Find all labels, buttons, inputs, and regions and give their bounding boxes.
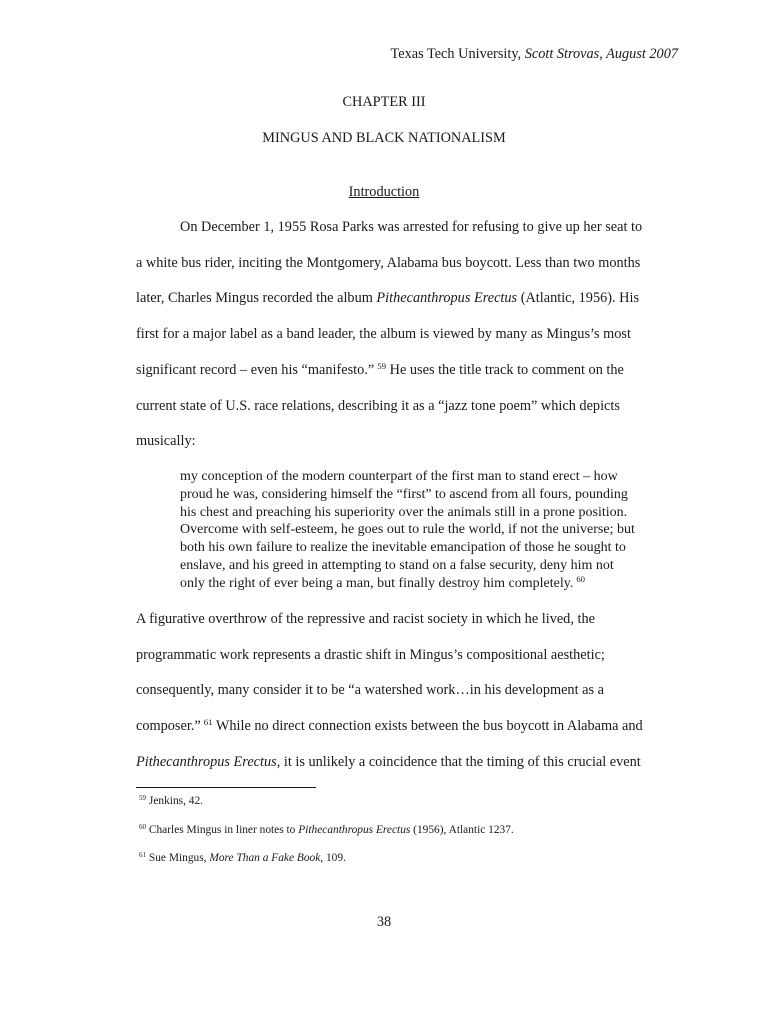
text-run: , 109. bbox=[320, 852, 346, 864]
text-run: a white bus rider, inciting the Montgomery, Alabama bus boycott. Less than two months bbox=[136, 254, 641, 271]
text-run: my conception of the modern counterpart of the first man to stand erect – how bbox=[180, 469, 618, 484]
body-line bbox=[136, 434, 196, 448]
section-heading: Introduction bbox=[348, 184, 420, 200]
text-run: his chest and preaching his superiority over the animals still in a prone position. bbox=[180, 504, 628, 520]
body-line bbox=[136, 683, 604, 697]
header-institution: Texas Tech University, bbox=[390, 46, 522, 62]
running-header bbox=[391, 47, 678, 61]
text-run: musically: bbox=[136, 433, 196, 450]
body-line bbox=[136, 327, 631, 341]
text-run: While no direct connection exists between the bus boycott in Alabama and bbox=[212, 718, 643, 735]
text-run: (Atlantic, 1956). His bbox=[517, 290, 640, 307]
body-line bbox=[136, 291, 639, 305]
italic-title: Pithecanthropus Erectus bbox=[298, 823, 411, 836]
text-run: enslave, and his greed in attempting to stand on a false security, deny him not bbox=[180, 558, 614, 573]
quote-line bbox=[180, 470, 618, 484]
body-line bbox=[136, 648, 605, 662]
footnote-line bbox=[136, 822, 514, 836]
chapter-title: MINGUS AND BLACK NATIONALISM bbox=[262, 130, 506, 146]
quote-line bbox=[180, 541, 626, 555]
text-run: proud he was, considering himself the “first” to ascend from all fours, pounding bbox=[180, 486, 628, 502]
body-line bbox=[136, 360, 624, 378]
body-line bbox=[136, 755, 641, 769]
quote-line bbox=[180, 574, 585, 591]
body-line bbox=[136, 256, 640, 270]
footnote-marker: 59 bbox=[139, 794, 147, 803]
quote-line bbox=[180, 506, 627, 520]
body-line bbox=[136, 399, 620, 413]
body-line bbox=[136, 612, 595, 626]
chapter-number: CHAPTER III bbox=[342, 94, 426, 110]
text-run: Jenkins, 42. bbox=[146, 795, 204, 807]
footnote-marker: 61 bbox=[139, 851, 147, 860]
text-run: current state of U.S. race relations, describing it as a “jazz tone poem” which depicts bbox=[136, 397, 620, 414]
text-run: (1956), Atlantic 1237. bbox=[410, 823, 514, 836]
quote-line bbox=[180, 488, 628, 502]
page-number: 38 bbox=[376, 914, 392, 930]
footnote-separator bbox=[136, 787, 316, 788]
text-run: consequently, many consider it to be “a watershed work…in his development as a bbox=[136, 682, 604, 699]
quote-line bbox=[180, 559, 614, 573]
footnote-marker: 60 bbox=[139, 822, 147, 831]
text-run: Sue Mingus, bbox=[146, 852, 210, 864]
text-run: Charles Mingus in liner notes to bbox=[146, 823, 299, 836]
text-run: first for a major label as a band leader, the album is viewed by many as Mingus’s most bbox=[136, 326, 631, 343]
text-run: Overcome with self-esteem, he goes out to rule the world, if not the universe; but bbox=[180, 522, 635, 538]
text-run: later, Charles Mingus recorded the album bbox=[136, 290, 377, 307]
text-run: both his own failure to realize the inevitable emancipation of those he sought to bbox=[180, 540, 626, 556]
text-run: On December 1, 1955 Rosa Parks was arrested for refusing to give up her seat to bbox=[180, 219, 643, 235]
quote-line bbox=[180, 523, 635, 537]
italic-title: Pithecanthropus Erectus bbox=[376, 290, 518, 307]
footnote-marker: 60 bbox=[576, 574, 585, 585]
text-run: , it is unlikely a coincidence that the timing of this crucial event bbox=[276, 753, 641, 770]
italic-title: More Than a Fake Book bbox=[209, 852, 321, 864]
text-run: composer.” bbox=[136, 718, 201, 735]
body-line bbox=[180, 220, 642, 234]
text-run: programmatic work represents a drastic shift in Mingus’s compositional aesthetic; bbox=[136, 646, 605, 663]
text-run: He uses the title track to comment on the bbox=[386, 361, 624, 378]
footnote-line bbox=[136, 796, 203, 807]
header-author-date: Scott Strovas, August 2007 bbox=[524, 46, 678, 62]
footnote-marker: 61 bbox=[203, 717, 213, 728]
text-run: only the right of ever being a man, but finally destroy him completely. bbox=[180, 575, 574, 591]
text-run: significant record – even his “manifesto.” bbox=[136, 361, 375, 378]
text-run: A figurative overthrow of the repressive and racist society in which he lived, the bbox=[136, 611, 595, 627]
section-heading-wrap bbox=[0, 185, 768, 199]
body-line bbox=[136, 719, 643, 733]
footnote-marker: 59 bbox=[377, 360, 387, 371]
italic-title: Pithecanthropus Erectus bbox=[136, 753, 277, 770]
footnote-line bbox=[136, 853, 346, 864]
